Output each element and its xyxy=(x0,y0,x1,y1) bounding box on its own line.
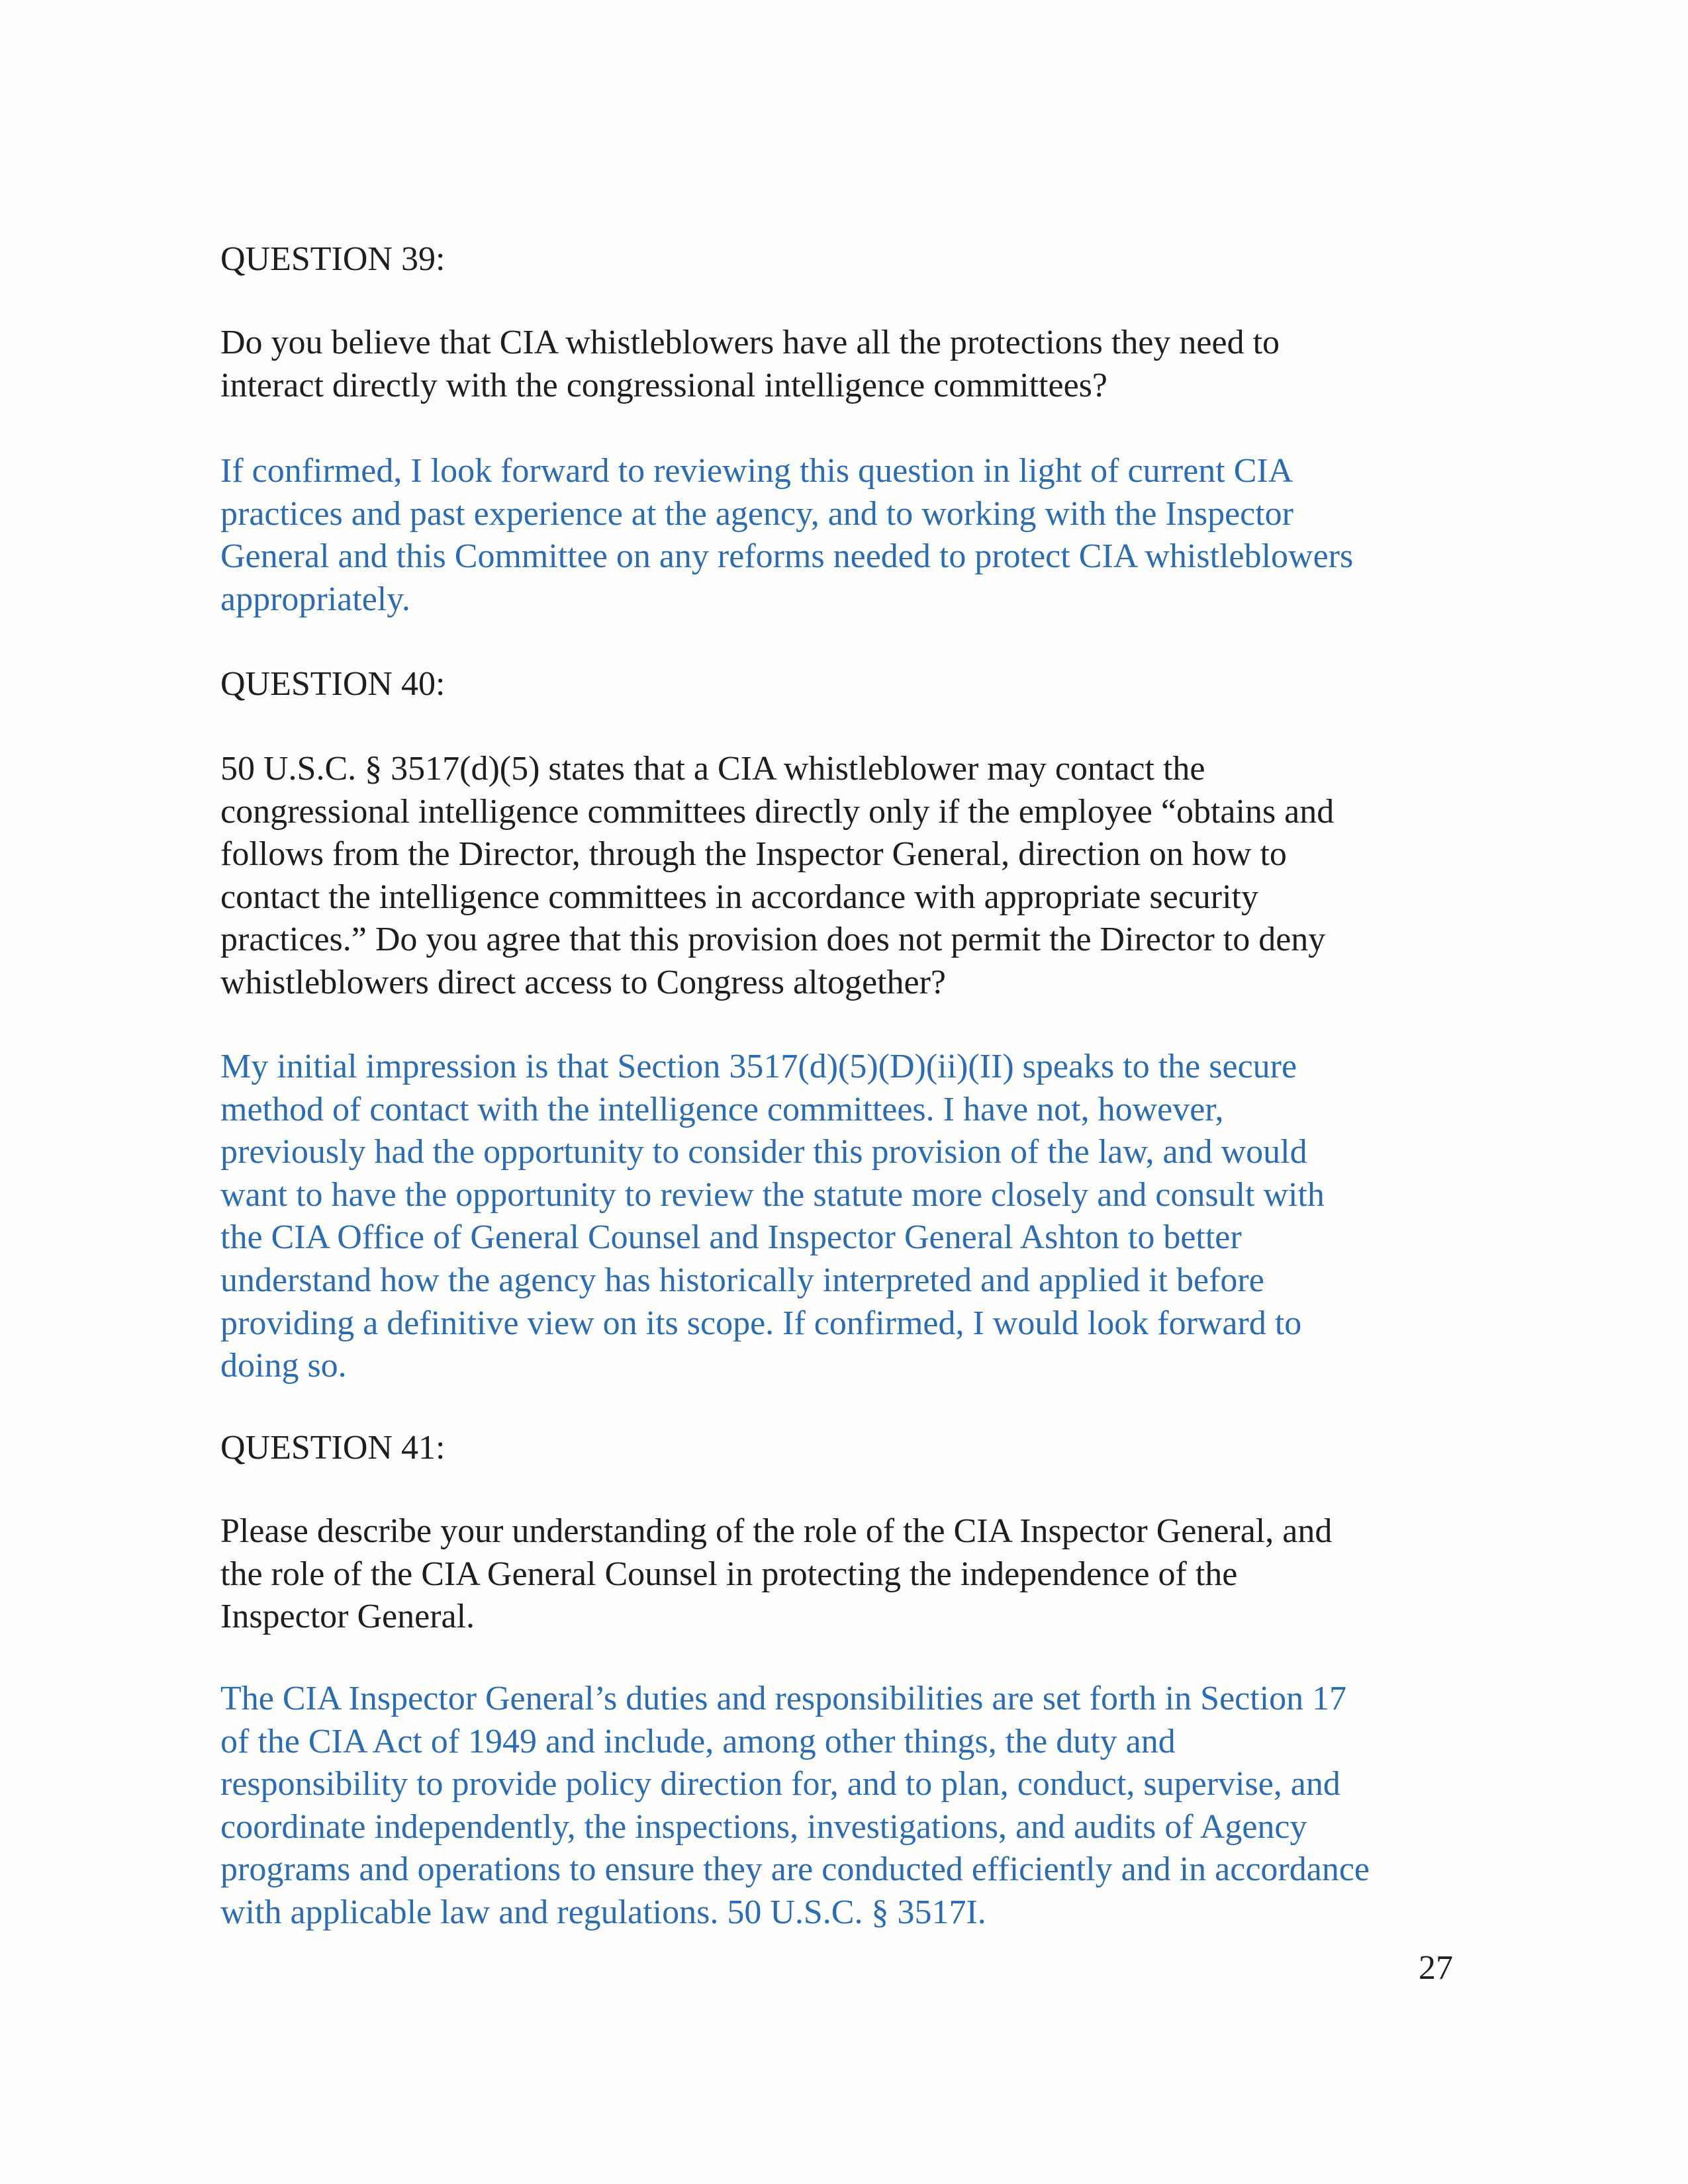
text-line: interact directly with the congressional intelligence committees? xyxy=(220,366,1107,404)
text-line: appropriately. xyxy=(220,580,410,618)
question-39-heading: QUESTION 39: xyxy=(220,240,445,278)
answer-40-text xyxy=(220,1046,1325,1388)
text-line: If confirmed, I look forward to reviewing this question in light of current CIA xyxy=(220,452,1293,490)
text-line: contact the intelligence committees in accordance with appropriate security xyxy=(220,878,1258,916)
text-line: with applicable law and regulations. 50 U.S.C. § 3517I. xyxy=(220,1893,986,1931)
text-line: practices.” Do you agree that this provision does not permit the Director to deny xyxy=(220,921,1326,959)
text-line: General and this Committee on any reforms needed to protect CIA whistleblowers xyxy=(220,537,1354,576)
text-line: Do you believe that CIA whistleblowers have all the protections they need to xyxy=(220,324,1280,361)
text-line: Please describe your understanding of the role of the CIA Inspector General, and xyxy=(220,1512,1333,1550)
text-line: My initial impression is that Section 3517(d)(5)(D)(ii)(II) speaks to the secure xyxy=(220,1048,1297,1085)
text-line: of the CIA Act of 1949 and include, among other things, the duty and xyxy=(220,1722,1176,1760)
text-line: the role of the CIA General Counsel in protecting the independence of the xyxy=(220,1555,1238,1593)
text-line: providing a definitive view on its scope. If confirmed, I would look forward to xyxy=(220,1304,1302,1342)
text-line: Inspector General. xyxy=(220,1598,475,1636)
answer-39-text xyxy=(220,450,1353,621)
question-40-heading: QUESTION 40: xyxy=(220,665,445,703)
text-line: 50 U.S.C. § 3517(d)(5) states that a CIA whistleblower may contact the xyxy=(220,750,1205,788)
text-line: understand how the agency has historically interpreted and applied it before xyxy=(220,1261,1264,1299)
text-line: whistleblowers direct access to Congress altogether? xyxy=(220,963,946,1001)
text-line: the CIA Office of General Counsel and Inspector General Ashton to better xyxy=(220,1218,1242,1257)
text-line: congressional intelligence committees directly only if the employee “obtains and xyxy=(220,792,1335,831)
text-line: doing so. xyxy=(220,1347,347,1385)
text-line: programs and operations to ensure they are conducted efficiently and in accordance xyxy=(220,1850,1370,1889)
text-line: method of contact with the intelligence committees. I have not, however, xyxy=(220,1090,1224,1128)
answer-41-text xyxy=(220,1678,1370,1934)
question-39-text xyxy=(220,322,1280,407)
page-number: 27 xyxy=(1419,1949,1453,1987)
question-41-text xyxy=(220,1510,1332,1639)
text-line: The CIA Inspector General’s duties and responsibilities are set forth in Section 17 xyxy=(220,1680,1347,1717)
question-40-text xyxy=(220,748,1334,1005)
text-line: responsibility to provide policy direction for, and to plan, conduct, supervise, and xyxy=(220,1765,1340,1803)
text-line: practices and past experience at the agency, and to working with the Inspector xyxy=(220,494,1293,533)
text-line: follows from the Director, through the Inspector General, direction on how to xyxy=(220,835,1287,874)
text-line: coordinate independently, the inspections, investigations, and audits of Agency xyxy=(220,1807,1307,1846)
question-41-heading: QUESTION 41: xyxy=(220,1429,445,1467)
text-line: want to have the opportunity to review the statute more closely and consult with xyxy=(220,1175,1325,1214)
text-line: previously had the opportunity to consider this provision of the law, and would xyxy=(220,1133,1307,1171)
